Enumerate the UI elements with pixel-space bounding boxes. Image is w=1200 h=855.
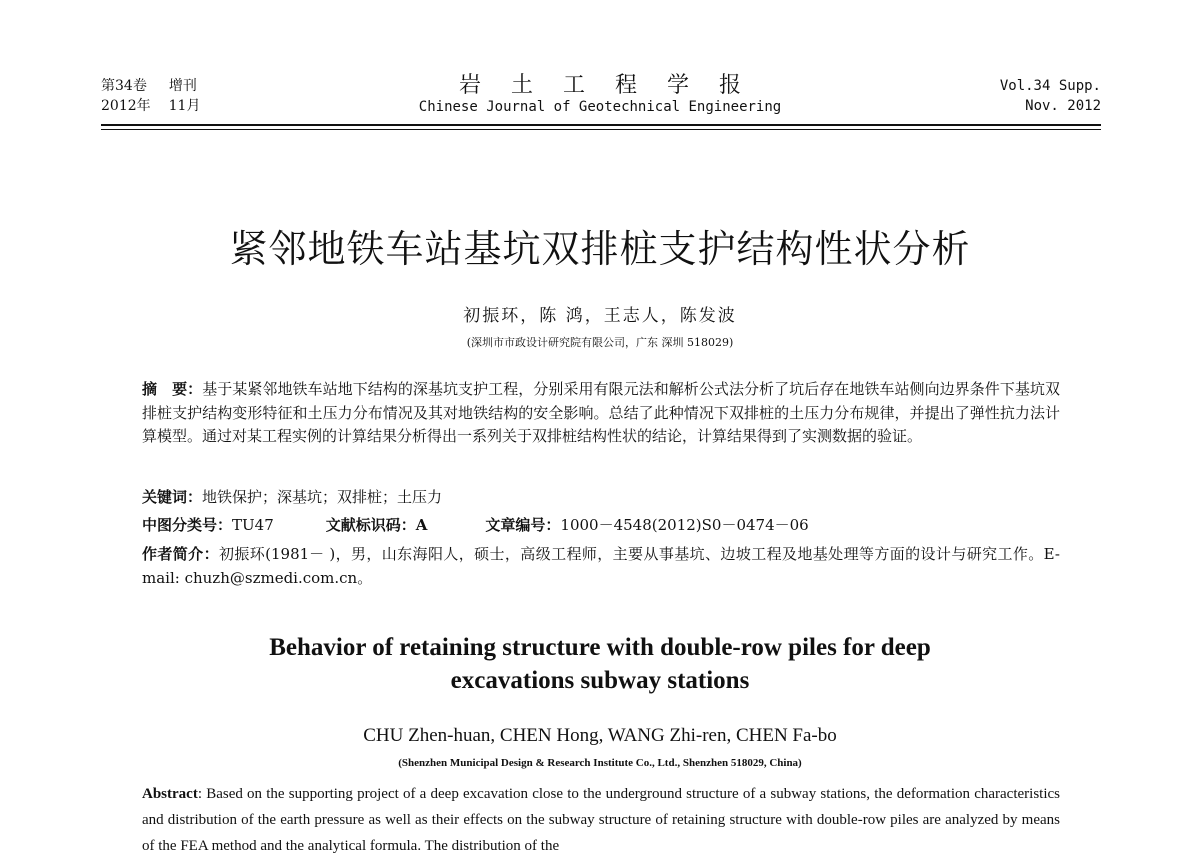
doc-code-label: 文献标识码：: [325, 516, 416, 534]
author-bio: [142, 543, 1060, 590]
issue-label: 增刊: [168, 78, 197, 94]
clc-label: 中图分类号：: [142, 516, 233, 534]
journal-name-cn: 岩土工程学报: [458, 73, 771, 98]
abstract-cn-text: 基于某紧邻地铁车站地下结构的深基坑支护工程，分别采用有限元法和解析公式法分析了坑后存在地铁车站侧向边界条件下基坑双排桩支护结构变形特征和土压力分布情况及其对地铁结构的安全影响。总结了此种情况下双排桩的土压力分布规律，并提出了弹性抗力法计算模型。通过对某工程实例的计算结果分析得出一系列关于双排桩结构性状的结论，计算结果得到了实测数据的验证。: [142, 380, 1060, 445]
abstract-en-label: Abstract: [142, 786, 198, 802]
keywords-cn-label: 关键词：: [142, 488, 203, 506]
affiliation-en: (Shenzhen Municipal Design & Research Institute Co., Ltd., Shenzhen 518029, China): [398, 757, 802, 769]
keywords-cn-text: 地铁保护；深基坑；双排桩；土压力: [202, 488, 443, 506]
doc-code-value: A: [415, 516, 428, 534]
journal-name-en: Chinese Journal of Geotechnical Engineering: [418, 99, 782, 115]
journal-header: [300, 68, 900, 115]
clc-value: TU47: [232, 516, 274, 534]
abstract-en-text: : Based on the supporting project of a deep excavation close to the underground structure of a subway stations, the deformation characteristics and distribution of the earth pressure as well as their effects on the subway structure of retaining structure with double-row piles are analyzed by means of the FEA method and the analytical formula. The distribution of the: [142, 786, 1060, 854]
title-en: [0, 631, 1200, 697]
article-no-label: 文章编号：: [485, 516, 561, 534]
header-rule-thick: [101, 124, 1101, 126]
date-en: Nov. 2012: [1025, 98, 1101, 114]
month-label: 11月: [168, 98, 201, 114]
abstract-cn-label: 摘 要：: [142, 380, 203, 398]
header-right: [1000, 76, 1101, 116]
affiliation-cn: (深圳市市政设计研究院有限公司，广东 深圳 518029): [466, 336, 734, 349]
title-en-line1: Behavior of retaining structure with double-row piles for deep: [269, 634, 931, 661]
volume-label: 第34卷: [101, 78, 147, 94]
authors-en: CHU Zhen-huan, CHEN Hong, WANG Zhi-ren, CHEN Fa-bo: [363, 725, 837, 746]
title-cn: 紧邻地铁车站基坑双排桩支护结构性状分析: [229, 227, 971, 271]
author-bio-label: 作者简介：: [142, 545, 219, 563]
header-left: [101, 76, 200, 116]
header-rule-thin: [101, 129, 1101, 130]
article-no-value: 1000－4548(2012)S0－0474－06: [560, 516, 809, 534]
abstract-cn: [142, 378, 1060, 449]
classification-line: [142, 514, 1060, 538]
keywords-cn: [142, 486, 1060, 510]
abstract-en: [142, 781, 1060, 855]
title-en-line2: excavations subway stations: [450, 667, 750, 694]
author-bio-text: 初振环(1981－ )，男，山东海阳人，硕士，高级工程师，主要从事基坑、边坡工程及地基处理等方面的设计与研究工作。E-mail: chuzh@szmedi.com.cn。: [142, 545, 1060, 587]
year-label: 2012年: [101, 98, 151, 114]
volume-en: Vol.34 Supp.: [999, 78, 1101, 94]
authors-cn: 初振环，陈 鸿，王志人，陈发波: [463, 306, 737, 326]
